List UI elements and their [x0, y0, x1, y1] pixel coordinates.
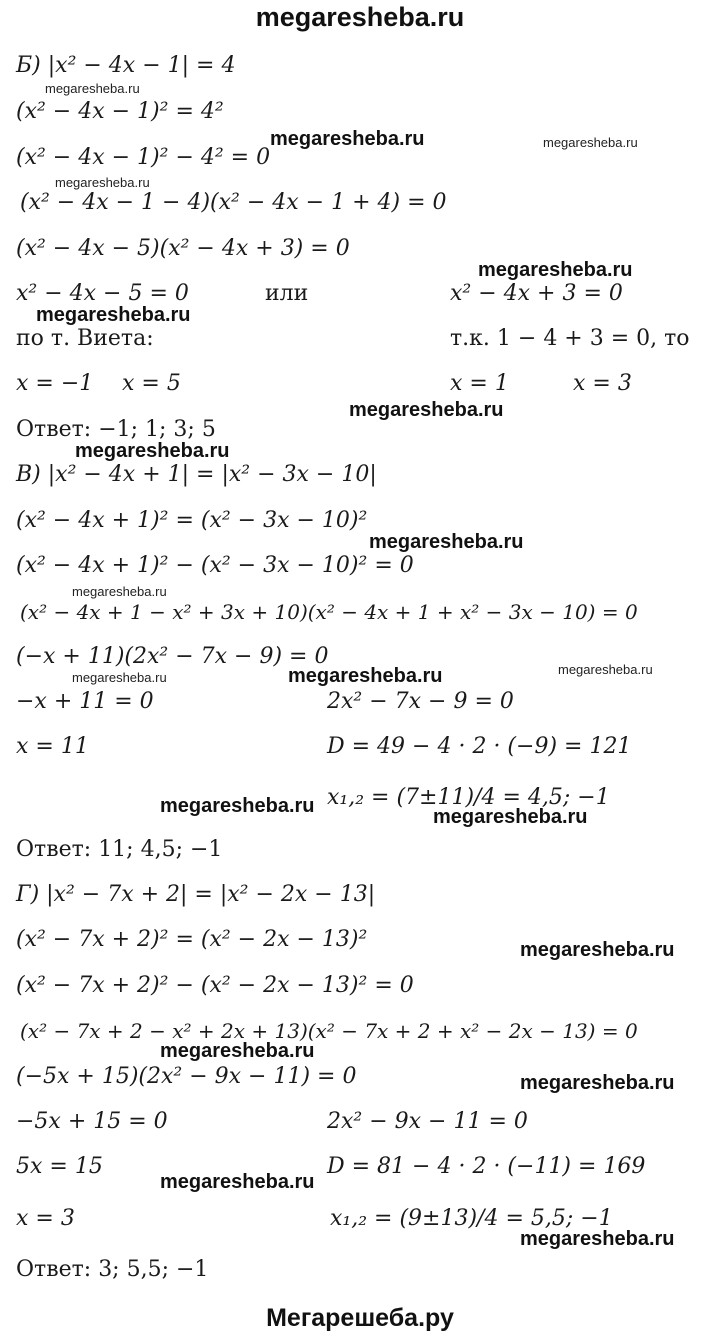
math-line: (−x + 11)(2x² − 7x − 9) = 0 [16, 644, 329, 669]
math-line: −5x + 15 = 0 [16, 1109, 168, 1134]
watermark: megaresheba.ru [160, 1040, 315, 1062]
watermark: megaresheba.ru [520, 1072, 675, 1094]
math-line: x = 5 [122, 371, 181, 396]
watermark: megaresheba.ru [160, 795, 315, 817]
part-b-equation: Б) |x² − 4x − 1| = 4 [16, 53, 236, 78]
math-line: т.к. 1 − 4 + 3 = 0, то [450, 326, 690, 351]
watermark: megaresheba.ru [478, 259, 633, 281]
watermark: megaresheba.ru [288, 665, 443, 687]
answer-g: Ответ: 3; 5,5; −1 [16, 1257, 209, 1282]
watermark: megaresheba.ru [72, 584, 167, 599]
math-line: (x² − 4x − 1 − 4)(x² − 4x − 1 + 4) = 0 [20, 190, 447, 215]
watermark: megaresheba.ru [55, 175, 150, 190]
math-line: (−5x + 15)(2x² − 9x − 11) = 0 [16, 1064, 357, 1089]
math-line: (x² − 4x + 1)² − (x² − 3x − 10)² = 0 [16, 553, 414, 578]
watermark: megaresheba.ru [160, 1171, 315, 1193]
watermark: megaresheba.ru [369, 531, 524, 553]
watermark: megaresheba.ru [45, 81, 140, 96]
math-line: (x² − 4x + 1)² = (x² − 3x − 10)² [16, 508, 368, 533]
math-line: −x + 11 = 0 [16, 689, 154, 714]
math-line: 5x = 15 [16, 1154, 103, 1179]
watermark: megaresheba.ru [543, 135, 638, 150]
math-line: D = 49 − 4 · 2 · (−9) = 121 [327, 734, 632, 759]
watermark: megaresheba.ru [520, 939, 675, 961]
watermark: megaresheba.ru [75, 440, 230, 462]
watermark: megaresheba.ru [36, 304, 191, 326]
part-g-equation: Г) |x² − 7x + 2| = |x² − 2x − 13| [16, 882, 376, 907]
math-line: (x² − 7x + 2)² = (x² − 2x − 13)² [16, 927, 368, 952]
math-line: D = 81 − 4 · 2 · (−11) = 169 [327, 1154, 646, 1179]
answer-v: Ответ: 11; 4,5; −1 [16, 837, 223, 862]
part-v-equation: В) |x² − 4x + 1| = |x² − 3x − 10| [16, 462, 377, 487]
math-line: x = −1 [16, 371, 94, 396]
math-line: x = 11 [16, 734, 89, 759]
math-line: x₁,₂ = (7±11)/4 = 4,5; −1 [327, 785, 610, 810]
math-line-or: или [265, 281, 309, 306]
math-line: 2x² − 7x − 9 = 0 [327, 689, 514, 714]
math-line: (x² − 4x − 1)² = 4² [16, 99, 224, 124]
math-line: x = 3 [573, 371, 632, 396]
watermark: megaresheba.ru [72, 670, 167, 685]
watermark: megaresheba.ru [520, 1228, 675, 1250]
math-line: (x² − 7x + 2)² − (x² − 2x − 13)² = 0 [16, 973, 414, 998]
math-line: (x² − 4x − 5)(x² − 4x + 3) = 0 [16, 236, 350, 261]
math-line: x = 1 [450, 371, 509, 396]
site-footer: Мегарешеба.ру [266, 1304, 454, 1332]
watermark: megaresheba.ru [270, 128, 425, 150]
math-line: по т. Виета: [16, 326, 154, 351]
math-line: x² − 4x − 5 = 0 [16, 281, 189, 306]
math-line: (x² − 4x + 1 − x² + 3x + 10)(x² − 4x + 1 + x² − 3x − 10) = 0 [20, 600, 638, 624]
watermark: megaresheba.ru [558, 662, 653, 677]
math-line: 2x² − 9x − 11 = 0 [327, 1109, 528, 1134]
math-line: (x² − 4x − 1)² − 4² = 0 [16, 145, 271, 170]
answer-b: Ответ: −1; 1; 3; 5 [16, 417, 216, 442]
watermark: megaresheba.ru [433, 806, 588, 828]
watermark: megaresheba.ru [349, 399, 504, 421]
math-line: (x² − 7x + 2 − x² + 2x + 13)(x² − 7x + 2 + x² − 2x − 13) = 0 [20, 1019, 638, 1043]
math-line: x² − 4x + 3 = 0 [450, 281, 623, 306]
math-line: x₁,₂ = (9±13)/4 = 5,5; −1 [330, 1206, 613, 1231]
site-header: megaresheba.ru [255, 2, 465, 32]
math-line: x = 3 [16, 1206, 75, 1231]
